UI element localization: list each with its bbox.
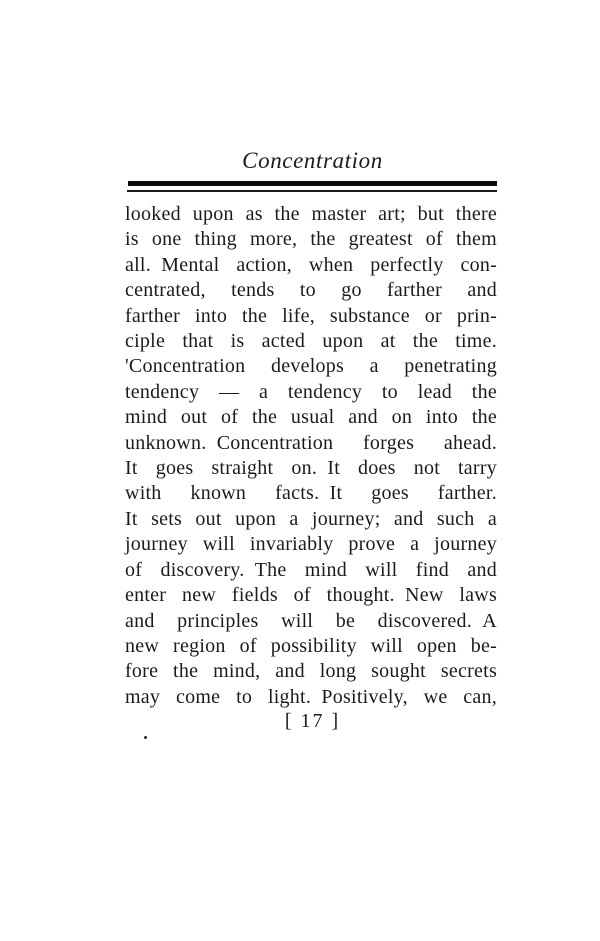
text-line: fore the mind, and long sought secrets <box>125 660 497 683</box>
text-line: It sets out upon a journey; and such a <box>125 507 497 530</box>
text-line: is one thing more, the greatest of them <box>125 228 497 251</box>
text-line: all. Mental action, when perfectly con- <box>125 253 497 276</box>
text-line: with known facts. It goes farther. <box>125 482 497 505</box>
text-line: enter new fields of thought. New laws <box>125 584 497 607</box>
text-line: of discovery. The mind will find and <box>125 558 497 581</box>
text-line: tendency — a tendency to lead the <box>125 380 497 403</box>
text-line: looked upon as the master art; but there <box>125 203 497 225</box>
scan-speckle <box>144 736 147 739</box>
page-number-folio: [ 17 ] <box>284 710 341 732</box>
text-line: and principles will be discovered. A <box>125 609 497 632</box>
text-line: ciple that is acted upon at the time. <box>125 330 497 353</box>
text-line: journey will invariably prove a journey <box>125 533 497 556</box>
text-line: farther into the life, substance or prin- <box>125 304 497 327</box>
text-line: unknown. Concentration forges ahead. <box>125 431 497 454</box>
text-line: It goes straight on. It does not tarry <box>125 457 497 480</box>
text-line: centrated, tends to go farther and <box>125 279 497 302</box>
header-rule-thick <box>128 181 497 186</box>
body-text-block <box>125 202 497 710</box>
text-line: new region of possibility will open be- <box>125 634 497 657</box>
text-line: mind out of the usual and on into the <box>125 406 497 429</box>
header-rule-thin <box>127 190 497 192</box>
text-line: may come to light. Positively, we can, <box>125 685 497 708</box>
text-line: 'Concentration develops a penetrating <box>125 355 497 378</box>
running-head-title: Concentration <box>242 148 383 173</box>
